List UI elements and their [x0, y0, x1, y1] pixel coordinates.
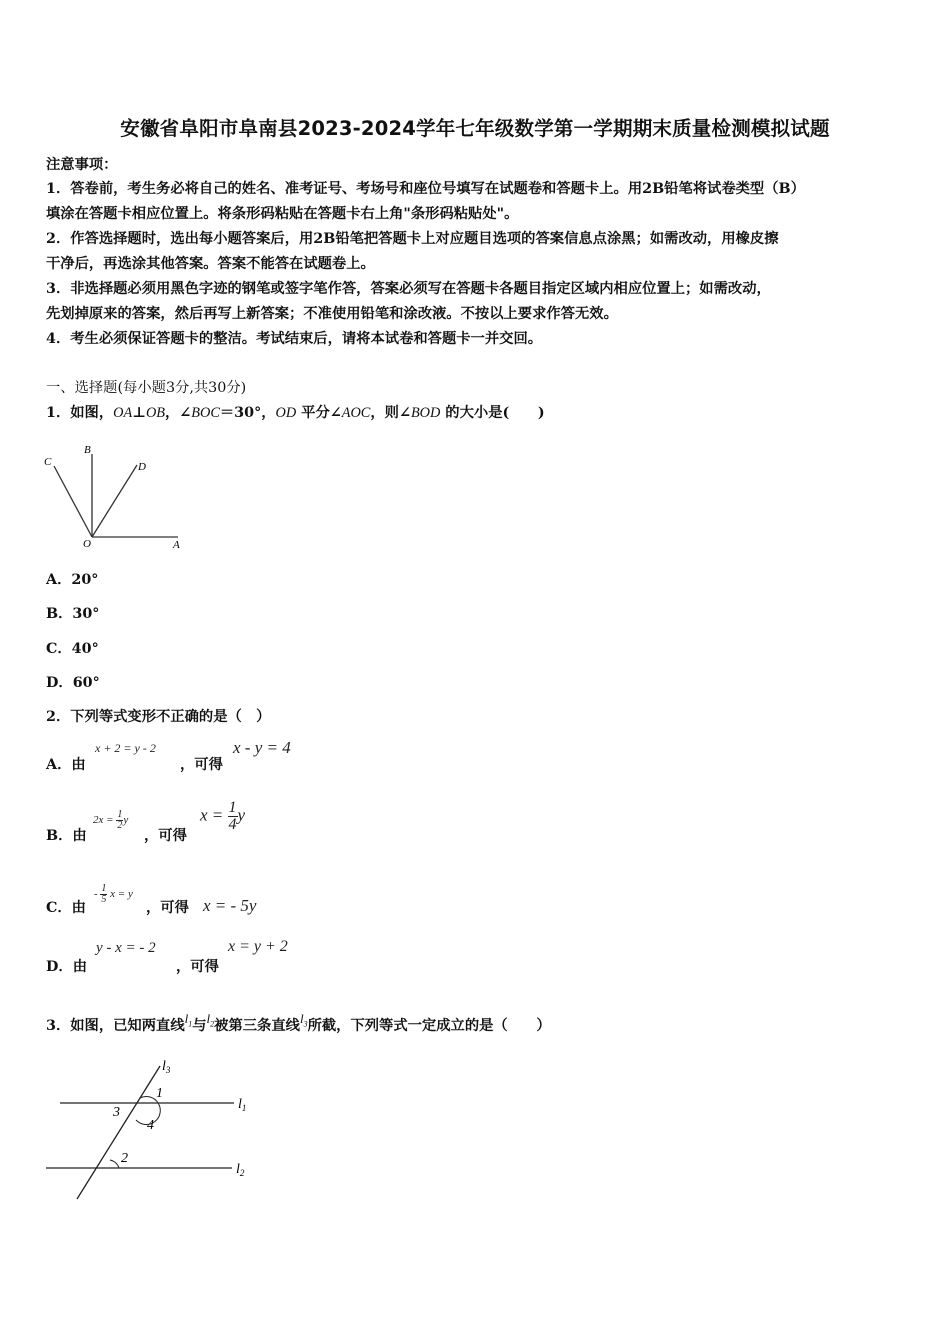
- label-b: B: [84, 444, 91, 456]
- equation: 2x = $\frac{1}{2}$ y: [93, 809, 129, 831]
- label-c: C: [44, 456, 52, 468]
- label-l1: $l_1$: [238, 1097, 247, 1113]
- question-2-option-c-label[interactable]: C．由: [46, 900, 86, 916]
- notice-heading: 注意事项：: [46, 157, 118, 173]
- text: ，可得: [180, 757, 223, 773]
- equation: - $\frac{1}{5}$ x = y: [94, 883, 133, 905]
- equation: y - x = - 2: [96, 940, 156, 956]
- question-2-option-b-label[interactable]: B．由: [46, 828, 87, 844]
- equation: x + 2 = y - 2: [95, 741, 156, 755]
- text: ，可得: [176, 959, 219, 975]
- question-1-option-b[interactable]: B．30°: [46, 606, 100, 622]
- question-2-option-d-label[interactable]: D．由: [46, 959, 87, 975]
- page-title: 安徽省阜阳市阜南县2023-2024学年七年级数学第一学期期末质量检测模拟试题: [120, 117, 830, 140]
- label-d: D: [138, 461, 146, 473]
- equation: x = - 5y: [203, 896, 257, 915]
- notice-line: 4．考生必须保证答题卡的整洁。考试结束后，请将本试卷和答题卡一并交回。: [46, 331, 543, 347]
- label-a: A: [173, 539, 180, 551]
- question-2-option-a-label[interactable]: A．由: [46, 757, 86, 773]
- notice-line: 干净后，再选涂其他答案。答案不能答在试题卷上。: [46, 256, 375, 272]
- question-1-option-c[interactable]: C．40°: [46, 641, 99, 657]
- text: ，可得: [146, 900, 189, 916]
- label-l2: $l_2$: [236, 1162, 245, 1178]
- equation: x = $\frac{1}{4}$ y: [200, 799, 246, 833]
- section-heading: 一、选择题(每小题3分,共30分): [46, 380, 247, 396]
- notice-line: 先划掉原来的答案，然后再写上新答案；不准使用铅笔和涂改液。不按以上要求作答无效。: [46, 306, 618, 322]
- angle-label-4: 4: [147, 1118, 154, 1133]
- question-2-stem: 2．下列等式变形不正确的是（ ）: [46, 709, 271, 725]
- notice-line: 2．作答选择题时，选出每小题答案后，用2B铅笔把答题卡上对应题目选项的答案信息点涂黑；如需改动，用橡皮擦: [46, 231, 779, 247]
- label-l3: $l_3$: [162, 1059, 171, 1075]
- notice-line: 1．答卷前，考生务必将自己的姓名、准考证号、考场号和座位号填写在试题卷和答题卡上。用2B铅笔将试卷类型（B）: [46, 181, 805, 197]
- question-1-figure: [40, 440, 190, 552]
- equation: x = y + 2: [228, 938, 288, 955]
- text: ，可得: [144, 828, 187, 844]
- label-o: O: [83, 538, 91, 550]
- question-1-option-a[interactable]: A．20°: [46, 572, 99, 588]
- question-1-stem: 1．如图，OA⊥OB，∠BOC＝30°，OD 平分∠AOC，则∠BOD 的大小是( ): [46, 405, 545, 421]
- question-3-figure: [40, 1052, 270, 1207]
- notice-line: 3．非选择题必须用黑色字迹的钢笔或签字笔作答，答案必须写在答题卡各题目指定区域内相应位置上；如需改动，: [46, 281, 771, 297]
- angle-label-1: 1: [156, 1086, 163, 1101]
- question-1-option-d[interactable]: D．60°: [46, 675, 100, 691]
- equation: x - y = 4: [233, 738, 291, 757]
- angle-label-3: 3: [113, 1105, 120, 1120]
- question-3-stem: 3．如图，已知两直线$l_1$与$l_2$被第三条直线$l_3$所截，下列等式一定成立的是（ ）: [46, 1011, 551, 1034]
- notice-line: 填涂在答题卡相应位置上。将条形码粘贴在答题卡右上角"条形码粘贴处"。: [46, 206, 519, 222]
- angle-label-2: 2: [121, 1151, 128, 1166]
